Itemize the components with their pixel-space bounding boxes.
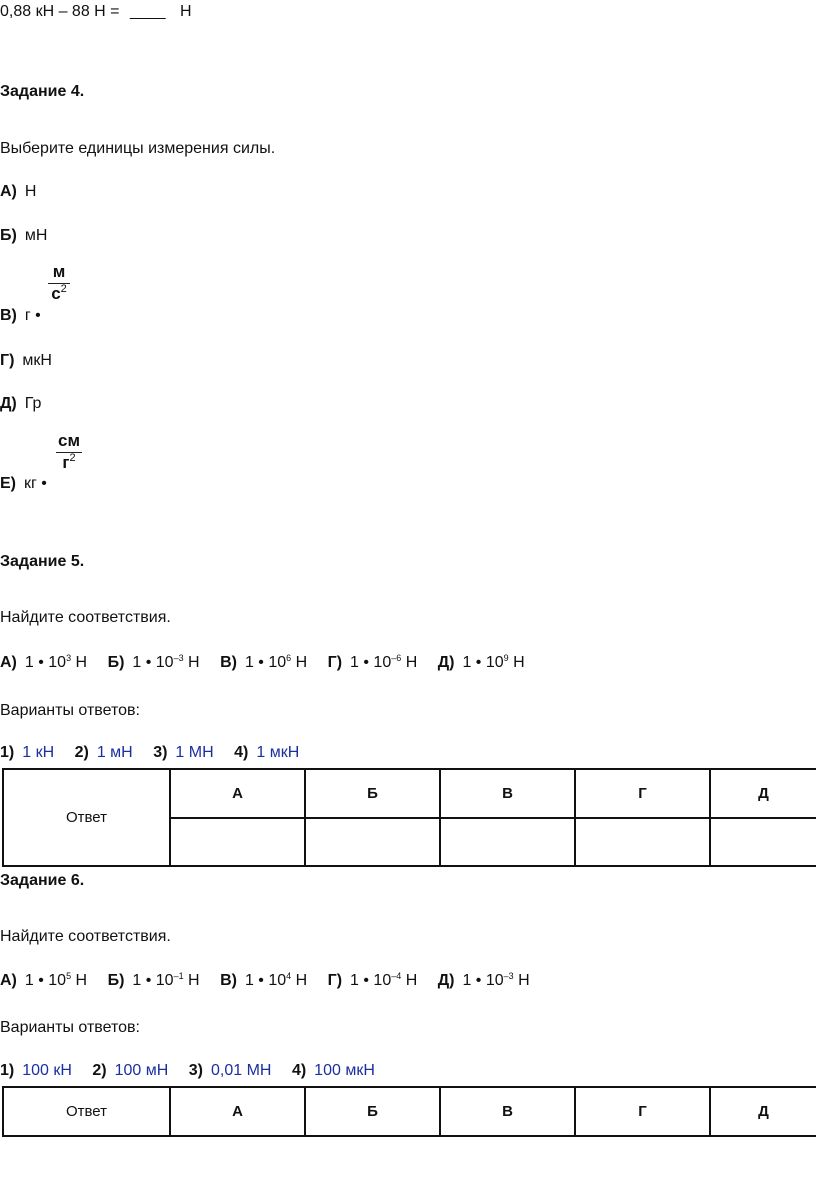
task5-item-d: Д) 1 • $10^9$ Н <box>437 653 525 671</box>
task4-option-b[interactable] <box>0 227 47 245</box>
answer-row-label: Ответ <box>3 769 170 866</box>
task6-item-a: А) 1 • $10^5$ Н <box>0 971 88 989</box>
task4-option-a[interactable] <box>0 183 36 201</box>
fraction-numerator: см <box>58 431 81 450</box>
task5-variant-1: 1) 1 кН <box>0 744 55 761</box>
column-header-v: В <box>440 769 575 818</box>
task4-option-d[interactable] <box>0 395 41 413</box>
column-header-b: Б <box>305 769 440 818</box>
answer-cell-a[interactable] <box>170 818 305 866</box>
answer-cell-b[interactable] <box>305 818 440 866</box>
column-header-a: А <box>170 769 305 818</box>
task5-item-g: Г) 1 • $10^{-6}$ Н <box>327 653 418 671</box>
column-header-b: Б <box>305 1087 440 1136</box>
task4-option-e[interactable] <box>0 475 47 493</box>
option-letter: Д) <box>0 395 17 412</box>
task6-item-d: Д) 1 • $10^{-3}$ Н <box>437 971 530 989</box>
fraction-denominator: $г^2$ <box>62 452 76 472</box>
task5-title: Задание 5. <box>0 553 85 570</box>
task5-variant-3: 3) 1 МН <box>153 744 214 761</box>
task6-variant-2: 2) 100 мН <box>92 1062 169 1079</box>
option-letter: Е) <box>0 475 16 492</box>
column-header-g: Г <box>575 1087 710 1136</box>
task5-item-v: В) 1 • $10^6$ Н <box>220 653 308 671</box>
task4-option-g[interactable] <box>0 352 52 370</box>
task5-variant-2: 2) 1 мН <box>74 744 133 761</box>
task6-items <box>0 972 530 990</box>
conversion-line <box>0 3 192 21</box>
column-header-g: Г <box>575 769 710 818</box>
task6-item-g: Г) 1 • $10^{-4}$ Н <box>327 971 418 989</box>
task4-title: Задание 4. <box>0 83 85 100</box>
answer-cell-g[interactable] <box>575 818 710 866</box>
task4-option-v[interactable] <box>0 307 41 325</box>
task6-variant-1: 1) 100 кН <box>0 1062 72 1079</box>
fraction-numerator: м <box>52 262 66 281</box>
task5-variants-label: Варианты ответов: <box>0 702 140 719</box>
task6-item-b: Б) 1 • $10^{-1}$ Н <box>107 971 200 989</box>
column-header-a: А <box>170 1087 305 1136</box>
option-text: Гр <box>24 395 42 412</box>
column-header-d: Д <box>710 769 816 818</box>
option-text: г • <box>24 307 41 324</box>
task6-title: Задание 6. <box>0 872 85 889</box>
task6-question: Найдите соответствия. <box>0 928 171 945</box>
column-header-d: Д <box>710 1087 816 1136</box>
task6-variants-label: Варианты ответов: <box>0 1019 140 1036</box>
task5-question: Найдите соответствия. <box>0 609 171 626</box>
answer-cell-v[interactable] <box>440 818 575 866</box>
conversion-expression: 0,88 кН – 88 Н = <box>0 3 120 20</box>
answer-row-label: Ответ <box>3 1087 170 1136</box>
task5-variant-4: 4) 1 мкН <box>234 744 300 761</box>
option-letter: Г) <box>0 352 15 369</box>
task4-question: Выберите единицы измерения силы. <box>0 140 276 157</box>
conversion-unit: Н <box>180 3 192 20</box>
task5-answer-table <box>2 768 816 867</box>
table-header-row <box>3 1087 816 1136</box>
option-text: кг • <box>24 475 47 492</box>
column-header-v: В <box>440 1087 575 1136</box>
fraction-cm-per-g2 <box>56 431 82 473</box>
answer-blank[interactable]: ____ <box>129 3 166 20</box>
task6-item-v: В) 1 • $10^4$ Н <box>220 971 308 989</box>
task6-answer-table <box>2 1086 816 1137</box>
option-text: мкН <box>22 352 52 369</box>
task6-variants <box>0 1062 375 1080</box>
task5-item-b: Б) 1 • $10^{-3}$ Н <box>107 653 200 671</box>
option-letter: В) <box>0 307 17 324</box>
table-header-row <box>3 769 816 818</box>
option-letter: Б) <box>0 227 17 244</box>
task5-variants <box>0 744 299 762</box>
task6-variant-3: 3) 0,01 МН <box>188 1062 272 1079</box>
task6-variant-4: 4) 100 мкН <box>291 1062 375 1079</box>
option-text: мН <box>24 227 48 244</box>
option-text: Н <box>24 183 37 200</box>
task5-item-a: А) 1 • $10^3$ Н <box>0 653 88 671</box>
fraction-m-per-s2 <box>48 262 70 304</box>
fraction-denominator: $с^2$ <box>51 283 67 303</box>
answer-cell-d[interactable] <box>710 818 816 866</box>
task5-items <box>0 654 525 672</box>
option-letter: А) <box>0 183 17 200</box>
